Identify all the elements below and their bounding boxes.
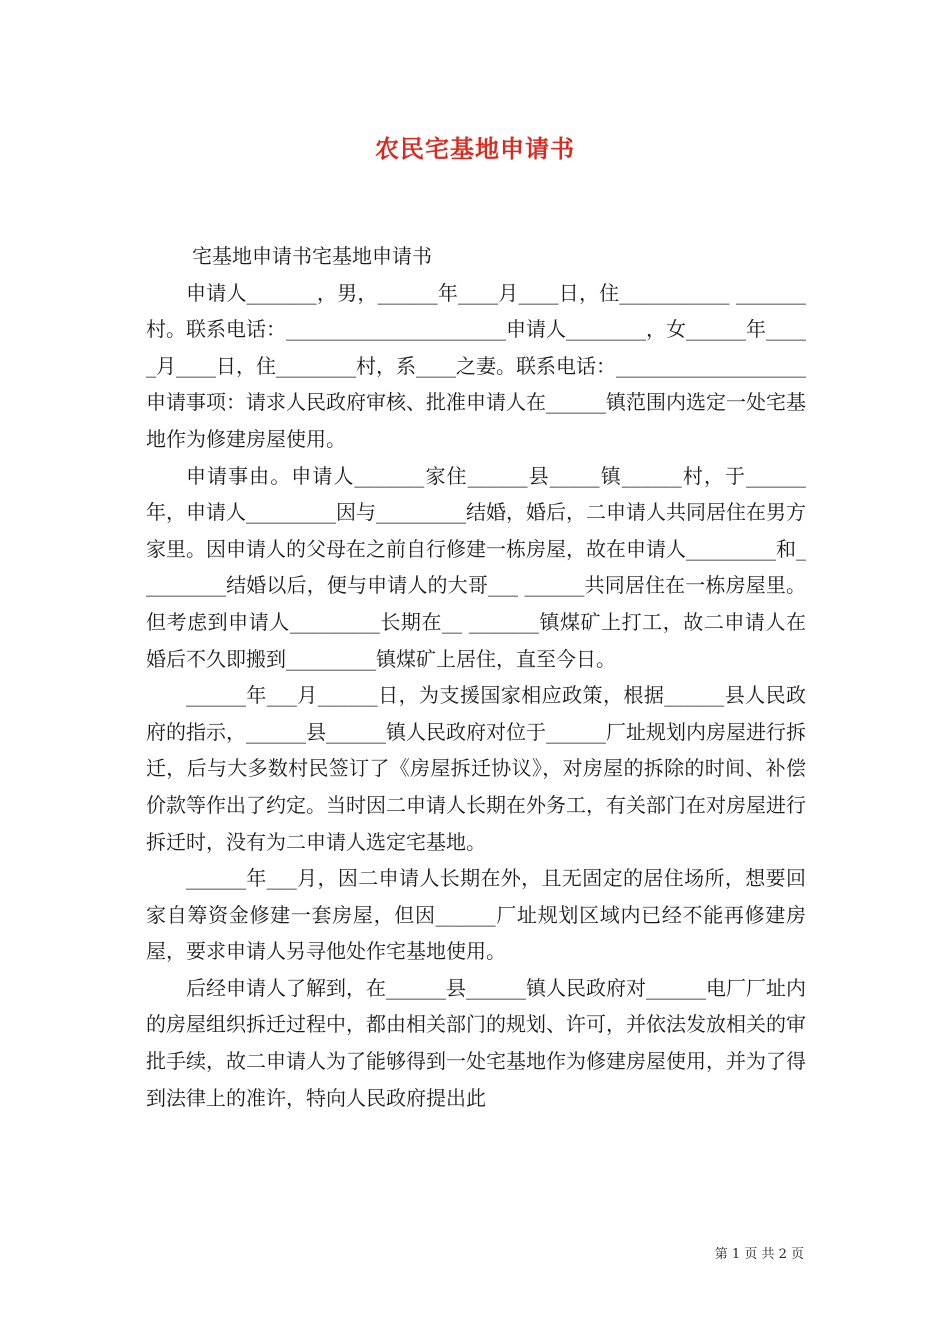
reason-paragraph: 申请事由。申请人_______家住______县_____镇______村，于______年，申请人_________因与_________结婚，婚后，二申请人共同居住在男方家里。因申请人的父母在之前自行修建一栋房屋，故在申请人_________和_________结婚以后，便与申请人的大哥___ ______共同居住在一栋房屋里。但考虑到申请人_________长期在__ _______镇煤矿上打工，故二申请人在婚后不久即搬到_________镇煤矿上居住，直至今日。: [146, 463, 806, 671]
request-paragraph: 后经申请人了解到，在______县______镇人民政府对______电厂厂址内的房屋组织拆迁过程中，都由相关部门的规划、许可，并依法发放相关的审批手续，故二申请人为了能够得到一处宅基地作为修建房屋使用，并为了得到法律上的准许，特向人民政府提出此: [146, 975, 806, 1110]
housing-need-paragraph: ______年___月，因二申请人长期在外，且无固定的居住场所，想要回家自筹资金修建一套房屋，但因______厂址规划区域内已经不能再修建房屋，要求申请人另寻他处作宅基地使用。: [146, 866, 806, 964]
demolition-paragraph: ______年___月______日，为支援国家相应政策，根据______县人民政府的指示，______县______镇人民政府对位于______厂址规划内房屋进行拆迁，后与大多数村民签订了《房屋拆迁协议》，对房屋的拆除的时间、补偿价款等作出了约定。当时因二申请人长期在外务工，有关部门在对房屋进行拆迁时，没有为二申请人选定宅基地。: [146, 683, 806, 854]
document-title: 农民宅基地申请书: [375, 134, 575, 163]
subtitle-paragraph: 宅基地申请书宅基地申请书: [192, 244, 432, 268]
applicant-info-paragraph: 申请人_______，男，______年____月____日，住___________ _______村。联系电话：______________________申请人________，女______年_____月____日，住________村，系____之妻。联系电话：___________________申请事项：请求人民政府审核、批准申请人在______镇范围内选定一处宅基地作为修建房屋使用。: [146, 280, 806, 451]
page-number-footer: 第 1 页 共 2 页: [714, 1247, 804, 1262]
document-body: [146, 238, 806, 1116]
